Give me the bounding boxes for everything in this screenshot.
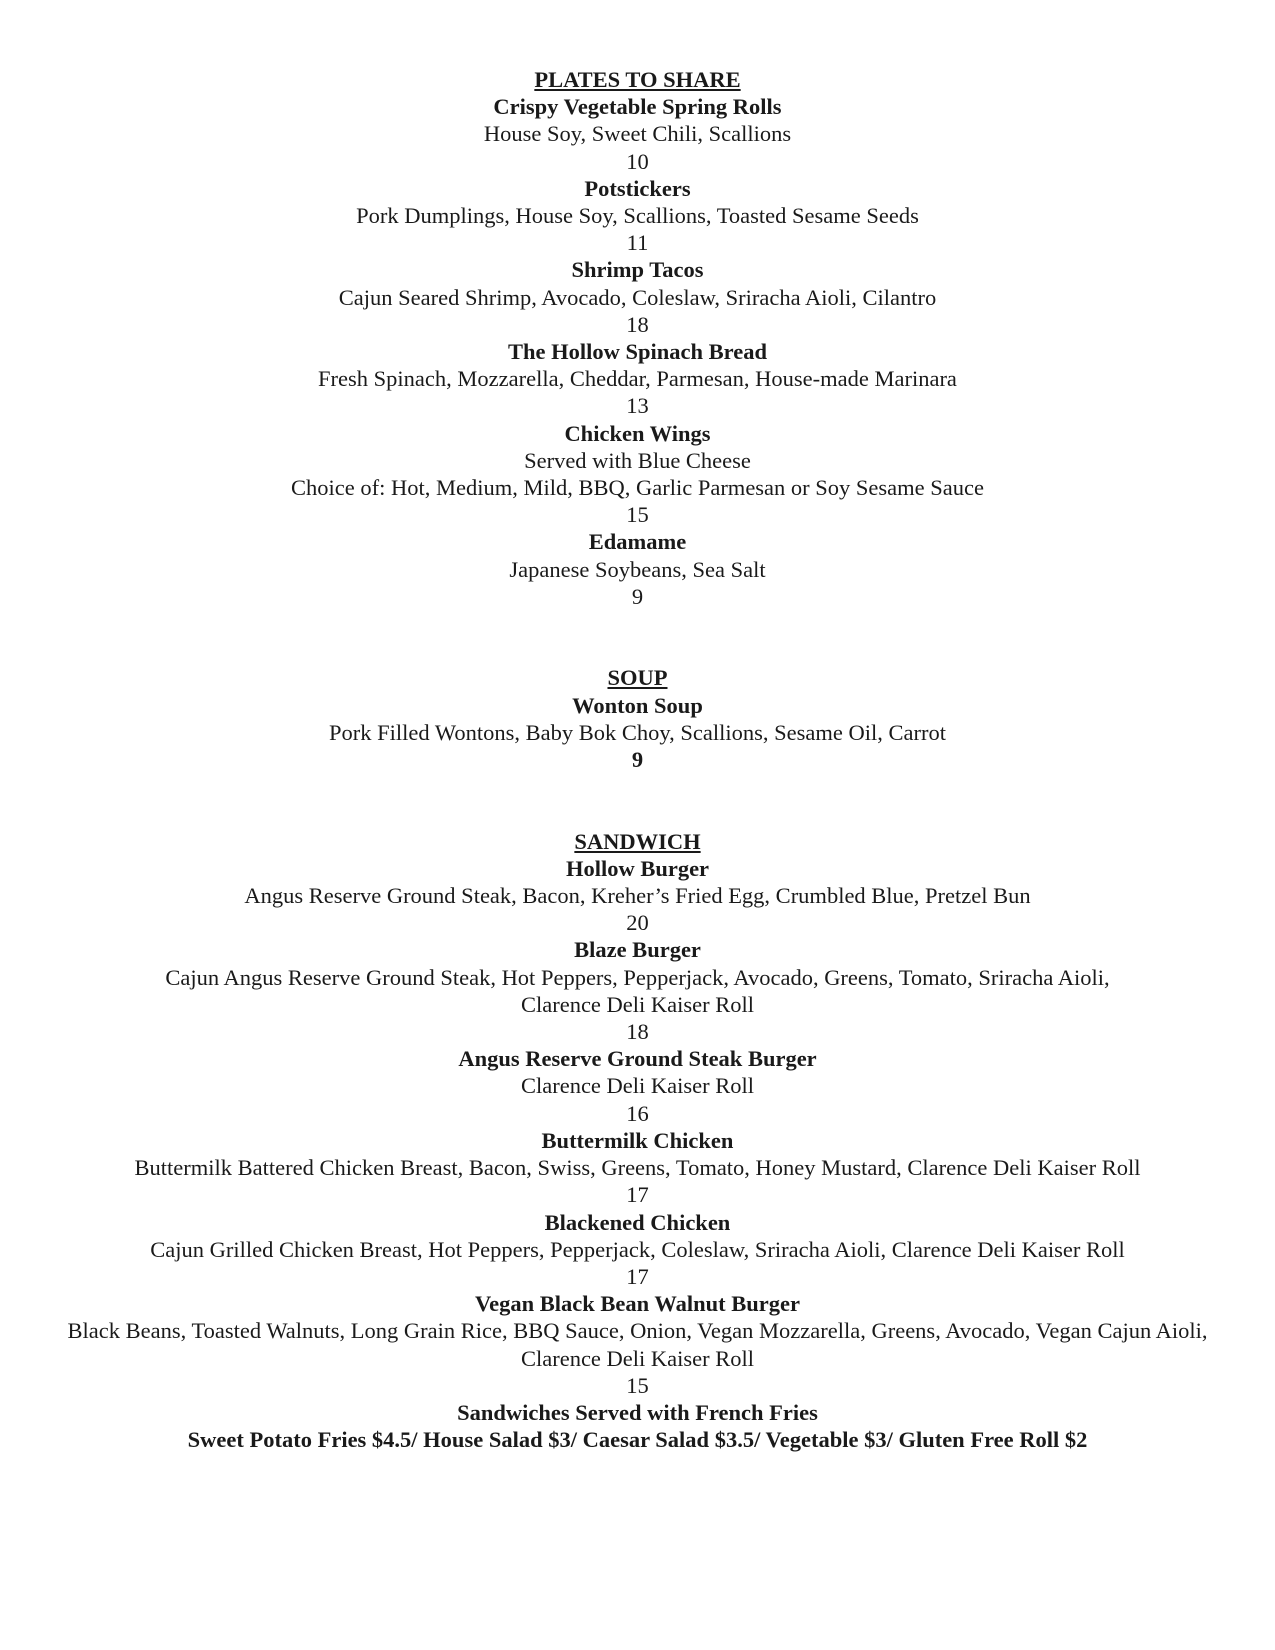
section-heading-plates-to-share: PLATES TO SHARE — [534, 67, 741, 92]
item-name: Wonton Soup — [572, 692, 703, 718]
item-name: Potstickers — [584, 175, 691, 201]
item-name: Blaze Burger — [574, 937, 701, 963]
item-description: Cajun Angus Reserve Ground Steak, Hot Peppers, Pepperjack, Avocado, Greens, Tomato, Sriracha Aioli, — [165, 964, 1110, 990]
item-price: 10 — [626, 148, 649, 174]
item-price: 9 — [631, 583, 644, 609]
item-price: 20 — [626, 910, 649, 936]
item-name: Vegan Black Bean Walnut Burger — [474, 1291, 801, 1317]
section-heading-sandwich: SANDWICH — [574, 828, 701, 854]
item-name: Chicken Wings — [564, 420, 711, 446]
item-price: 15 — [626, 1372, 649, 1398]
sandwich-upgrade-options: Sweet Potato Fries $4.5/ House Salad $3/ Caesar Salad $3.5/ Vegetable $3/ Gluten Free Roll $2 — [187, 1427, 1088, 1453]
item-description: Served with Blue Cheese — [524, 447, 751, 473]
item-name: Shrimp Tacos — [571, 257, 704, 283]
item-price: 18 — [626, 311, 649, 337]
item-description: Black Beans, Toasted Walnuts, Long Grain Rice, BBQ Sauce, Onion, Vegan Mozzarella, Greens, Avocado, Vegan Cajun Aioli, — [67, 1318, 1208, 1344]
item-name: Edamame — [588, 529, 687, 555]
item-description: Choice of: Hot, Medium, Mild, BBQ, Garlic Parmesan or Soy Sesame Sauce — [290, 475, 985, 501]
item-description: Pork Dumplings, House Soy, Scallions, Toasted Sesame Seeds — [356, 203, 919, 229]
menu-page — [0, 66, 1275, 1453]
item-price: 15 — [626, 502, 649, 528]
item-description: Fresh Spinach, Mozzarella, Cheddar, Parmesan, House-made Marinara — [318, 366, 957, 392]
item-name: Crispy Vegetable Spring Rolls — [493, 94, 782, 120]
section-spacer — [0, 773, 1275, 827]
item-description: House Soy, Sweet Chili, Scallions — [483, 121, 792, 147]
item-name: Hollow Burger — [565, 855, 710, 881]
section-spacer — [0, 610, 1275, 664]
item-description: Pork Filled Wontons, Baby Bok Choy, Scallions, Sesame Oil, Carrot — [329, 719, 946, 745]
item-name: Buttermilk Chicken — [541, 1127, 734, 1153]
item-price: 9 — [631, 747, 644, 773]
item-name: The Hollow Spinach Bread — [507, 339, 767, 365]
item-price: 11 — [626, 230, 649, 256]
item-price: 16 — [626, 1100, 649, 1126]
item-description: Japanese Soybeans, Sea Salt — [509, 556, 766, 582]
item-description: Cajun Grilled Chicken Breast, Hot Peppers, Pepperjack, Coleslaw, Sriracha Aioli, Clarence Deli Kaiser Roll — [150, 1236, 1125, 1262]
item-description: Angus Reserve Ground Steak, Bacon, Kreher’s Fried Egg, Crumbled Blue, Pretzel Bun — [244, 883, 1031, 909]
item-price: 17 — [626, 1263, 649, 1289]
sandwich-sides-note: Sandwiches Served with French Fries — [457, 1399, 818, 1425]
item-description: Clarence Deli Kaiser Roll — [520, 1073, 755, 1099]
item-name: Angus Reserve Ground Steak Burger — [458, 1046, 817, 1072]
item-description: Cajun Seared Shrimp, Avocado, Coleslaw, Sriracha Aioli, Cilantro — [338, 284, 937, 310]
item-description: Clarence Deli Kaiser Roll — [520, 991, 755, 1017]
item-description: Buttermilk Battered Chicken Breast, Bacon, Swiss, Greens, Tomato, Honey Mustard, Clarence Deli Kaiser Roll — [134, 1155, 1141, 1181]
item-price: 13 — [626, 393, 649, 419]
item-name: Blackened Chicken — [544, 1209, 731, 1235]
section-heading-soup: SOUP — [607, 665, 668, 691]
item-price: 17 — [626, 1182, 649, 1208]
item-description: Clarence Deli Kaiser Roll — [520, 1345, 755, 1371]
item-price: 18 — [626, 1019, 649, 1045]
